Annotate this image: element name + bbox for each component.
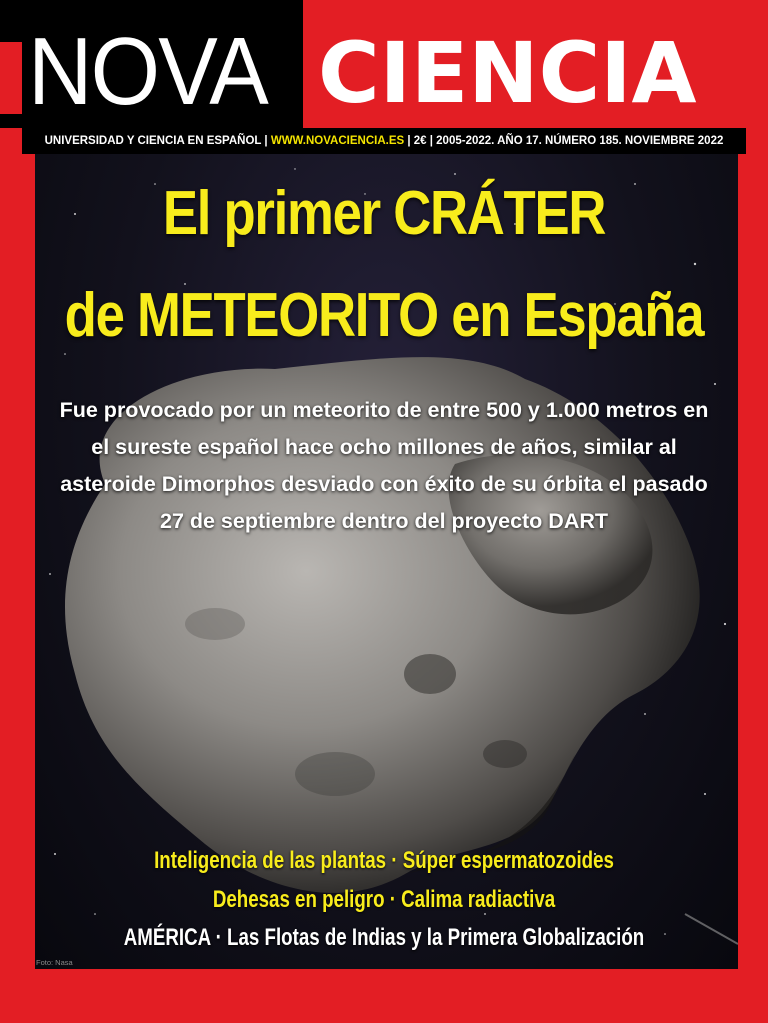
headline-line-1: El primer CRÁTER: [162, 179, 606, 248]
photo-credit: Foto: Nasa: [36, 958, 73, 967]
logo-ciencia: CIENCIA: [318, 24, 697, 122]
tagline-issue: | 2€ | 2005-2022. AÑO 17. NÚMERO 185. NOVIEMBRE 2022: [404, 135, 724, 147]
tagline-text: UNIVERSIDAD Y CIENCIA EN ESPAÑOL |: [44, 135, 271, 147]
teaser-line-1: Inteligencia de las plantas · Súper espermatozoides: [154, 847, 614, 874]
masthead-red-tab: [0, 42, 22, 114]
tagline-url: WWW.NOVACIENCIA.ES: [270, 135, 405, 147]
teaser-line-2: Dehesas en peligro · Calima radiactiva: [212, 886, 556, 913]
cover-subtitle: Fue provocado por un meteorito de entre 500 y 1.000 metros en el sureste español hace ocho millones de años, similar al asteroide Dimorphos desviado con éxito de su órbita el pasado 27 de septiembre dentro del proyecto DART: [59, 398, 709, 533]
logo-nova: NOVA: [28, 18, 267, 125]
tagline-bar: [22, 128, 746, 154]
teaser-line-3: AMÉRICA · Las Flotas de Indias y la Primera Globalización: [123, 924, 645, 951]
headline-line-2: de METEORITO en España: [64, 281, 704, 350]
